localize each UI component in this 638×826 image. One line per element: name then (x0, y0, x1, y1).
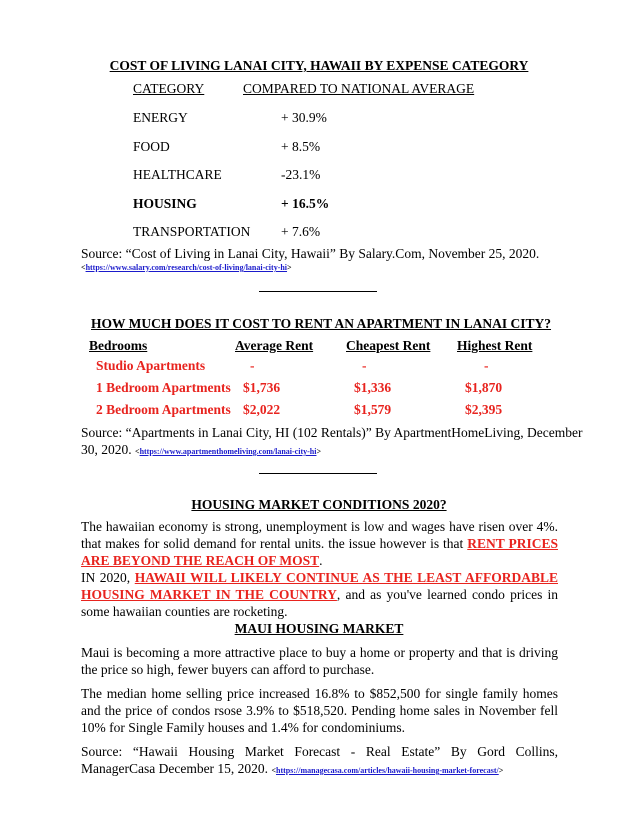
rent-section-title: HOW MUCH DOES IT COST TO RENT AN APARTMENT IN LANAI CITY? (91, 316, 552, 331)
rent-high-2br: $2,395 (465, 402, 503, 417)
housing-market-title: HOUSING MARKET CONDITIONS 2020? (191, 497, 447, 512)
source-forecast-text: Source: “Hawaii Housing Market Forecast - Real Estate” By Gord Collins, ManagerCasa December 15, 2020. (81, 744, 558, 776)
paragraph-maui: Maui is becoming a more attractive place to buy a home or property and that is driving the price so high, fewer buyers can afford to purchase. (81, 645, 558, 677)
rent-header-average: Average Rent (235, 338, 314, 353)
paragraph-economy (81, 518, 558, 569)
source-apartments-date: 30, 2020. (81, 442, 132, 457)
rent-header-highest: Highest Rent (457, 338, 533, 353)
cost-of-living-title: COST OF LIVING LANAI CITY, HAWAII BY EXPENSE CATEGORY (109, 58, 529, 73)
value-food: + 8.5% (281, 139, 321, 154)
value-energy: + 30.9% (281, 110, 327, 125)
source-forecast (81, 743, 558, 779)
category-energy: ENERGY (133, 110, 188, 125)
link-close-bracket: > (316, 447, 322, 456)
paragraph-median-price: The median home selling price increased 16.8% to $852,500 for single family homes and the price of condos rsose 3.9% to $518,520. Pending home sales in November fell 10% for Single Family houses and 1.4% for condominiums. (81, 686, 558, 735)
maui-market-title: MAUI HOUSING MARKET (234, 621, 404, 636)
rent-avg-1br: $1,736 (243, 380, 281, 395)
value-transportation: + 7.6% (281, 224, 321, 239)
rent-avg-2br: $2,022 (243, 402, 281, 417)
link-open-bracket: < (81, 263, 86, 272)
link-close-bracket: > (498, 766, 504, 775)
category-healthcare: HEALTHCARE (133, 167, 222, 182)
value-housing: + 16.5% (281, 196, 330, 211)
rent-type-studio: Studio Apartments (96, 358, 206, 373)
rent-header-bedrooms: Bedrooms (89, 338, 148, 353)
source-apartments-line2 (81, 442, 321, 458)
paragraph-2020-start: IN 2020, (81, 570, 135, 585)
paragraph-2020-end: , and as you've learned condo prices in some hawaiian counties are rocketing. (81, 587, 558, 619)
section-divider (259, 291, 377, 292)
category-housing: HOUSING (133, 196, 197, 211)
link-open-bracket: < (135, 447, 140, 456)
rent-cheap-studio: - (362, 358, 367, 373)
rent-avg-studio: - (250, 358, 255, 373)
rent-prices-highlight: RENT PRICES ARE BEYOND THE REACH OF MOST (81, 536, 558, 568)
source-salary: Source: “Cost of Living in Lanai City, Hawaii” By Salary.Com, November 25, 2020. (81, 246, 540, 261)
least-affordable-highlight: HAWAII WILL LIKELY CONTINUE AS THE LEAST AFFORDABLE HOUSING MARKET IN THE COUNTRY (81, 570, 558, 602)
rent-type-1br: 1 Bedroom Apartments (96, 380, 231, 395)
paragraph-economy-end: . (319, 553, 323, 568)
rent-cheap-2br: $1,579 (354, 402, 392, 417)
category-transportation: TRANSPORTATION (133, 224, 251, 239)
rent-high-1br: $1,870 (465, 380, 503, 395)
paragraph-economy-text: The hawaiian economy is strong, unemployment is low and wages have risen over 4%. that makes for solid demand for rental units. the issue however is that (81, 519, 558, 551)
rent-type-2br: 2 Bedroom Apartments (96, 402, 231, 417)
source-apartments-line1: Source: “Apartments in Lanai City, HI (102 Rentals)” By ApartmentHomeLiving, December (81, 425, 583, 440)
compare-header: COMPARED TO NATIONAL AVERAGE (243, 81, 475, 96)
apartments-link-row (135, 447, 321, 456)
category-header: CATEGORY (133, 81, 205, 96)
link-close-bracket: > (287, 263, 292, 272)
link-open-bracket: < (271, 766, 276, 775)
rent-header-cheapest: Cheapest Rent (346, 338, 431, 353)
category-food: FOOD (133, 139, 170, 154)
paragraph-2020 (81, 569, 558, 620)
source-salary-link-row (81, 263, 292, 272)
forecast-link-row (271, 766, 503, 775)
rent-high-studio: - (484, 358, 489, 373)
forecast-link[interactable]: https://managecasa.com/articles/hawaii-housing-market-forecast/ (276, 766, 499, 775)
rent-cheap-1br: $1,336 (354, 380, 392, 395)
salary-link[interactable]: https://www.salary.com/research/cost-of-living/lanai-city-hi (85, 263, 288, 272)
apartments-link[interactable]: https://www.apartmenthomeliving.com/lanai-city-hi (139, 447, 317, 456)
section-divider (259, 473, 377, 474)
value-healthcare: -23.1% (281, 167, 321, 182)
